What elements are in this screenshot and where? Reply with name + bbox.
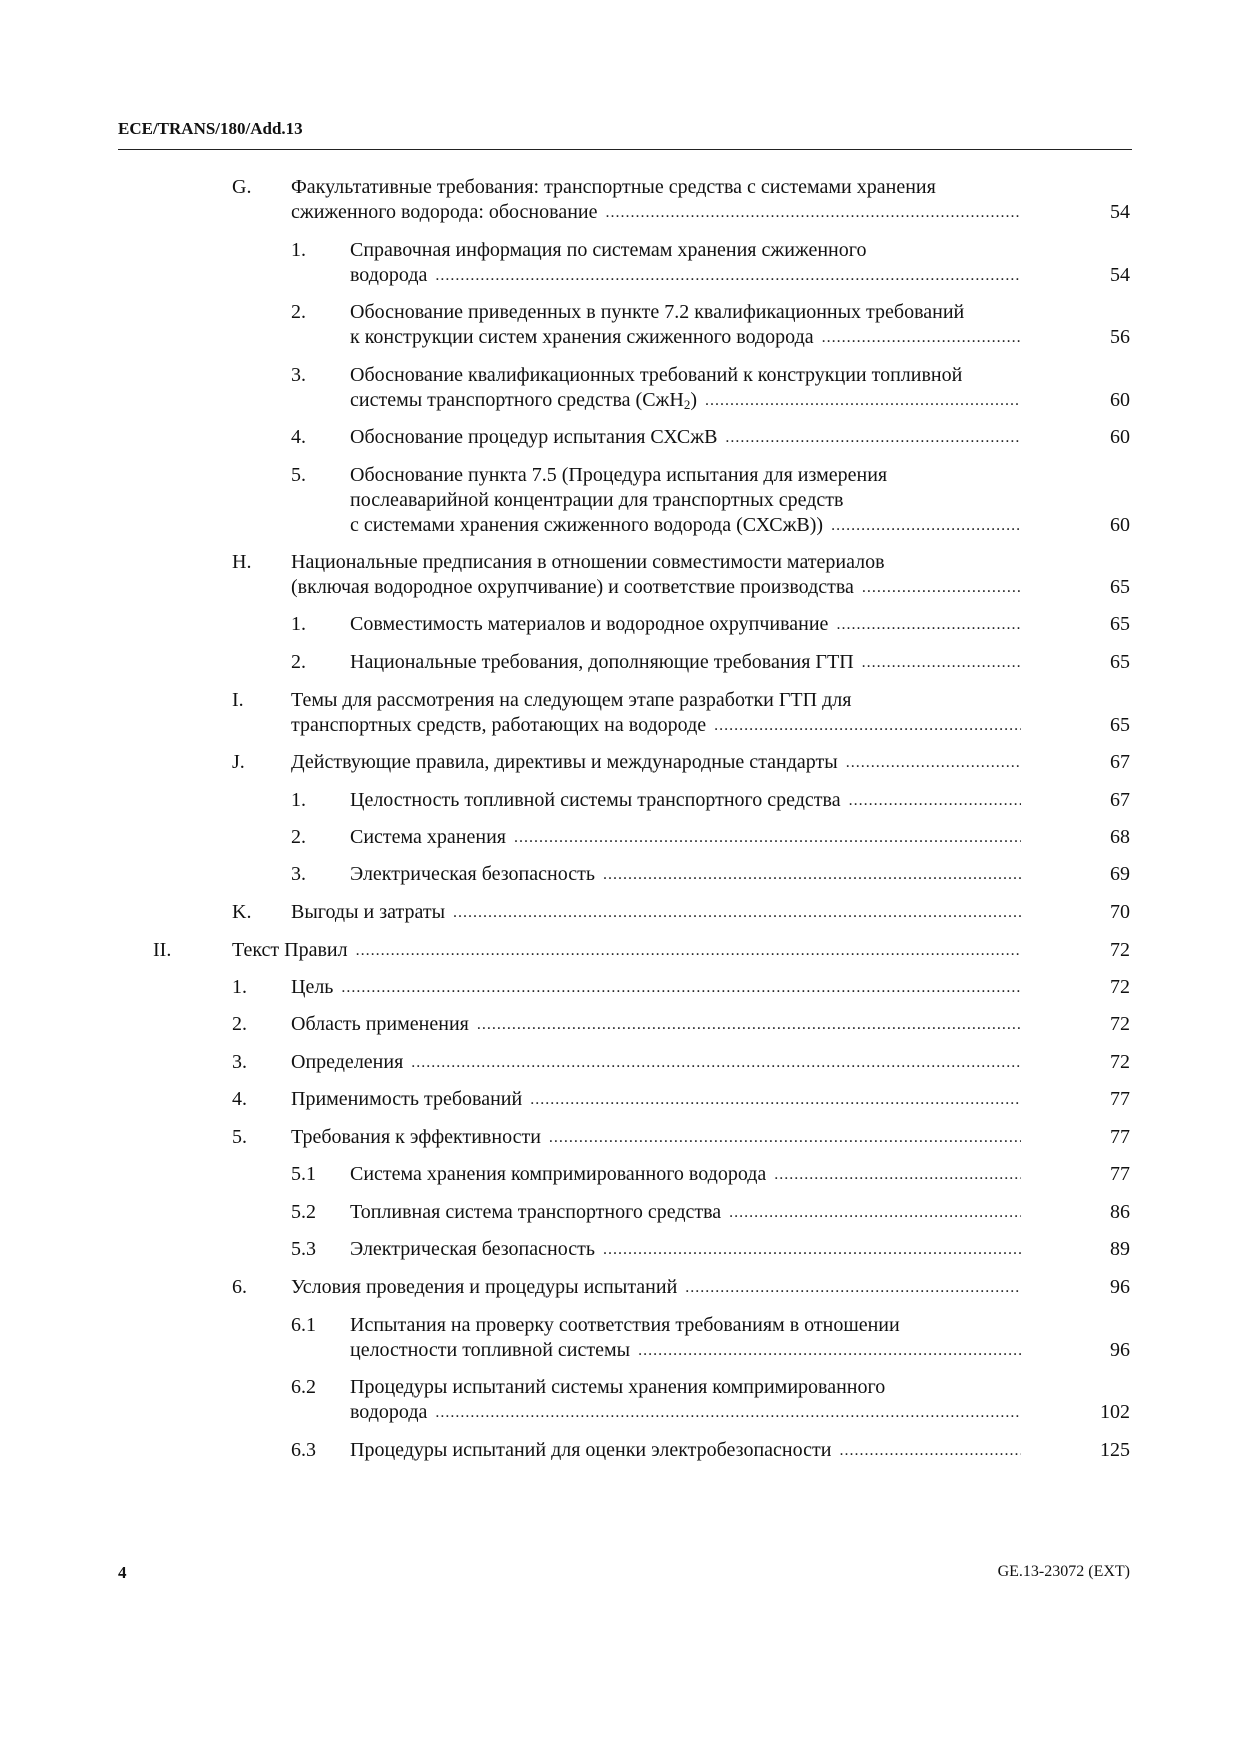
toc-page-number: 77 (1110, 1163, 1130, 1185)
toc-title-line: к конструкции систем хранения сжиженного водорода (350, 326, 814, 348)
dot-leader (846, 750, 1021, 775)
toc-number: 2. (291, 651, 306, 673)
dot-leader (831, 513, 1021, 538)
dot-leader (435, 1400, 1021, 1425)
toc-number: 5. (291, 464, 306, 486)
toc-title-line: Определения (291, 1051, 404, 1073)
toc-title-line: Система хранения компримированного водорода (350, 1163, 767, 1185)
toc-page-number: 89 (1110, 1238, 1130, 1260)
toc-page-number: 54 (1110, 201, 1130, 223)
toc-number: 1. (291, 239, 306, 261)
toc-title-line: системы транспортного средства (СжН$_2$) (350, 389, 697, 412)
toc-title-line: Совместимость материалов и водородное охрупчивание (350, 613, 829, 635)
toc-title-line: Обоснование процедур испытания СХСжВ (350, 426, 718, 448)
toc-number: 4. (291, 426, 306, 448)
toc-number: 6.3 (291, 1439, 316, 1461)
toc-number: 2. (291, 301, 306, 323)
toc-number: 5.3 (291, 1238, 316, 1260)
dot-leader (341, 975, 1021, 1000)
toc-page-number: 65 (1110, 651, 1130, 673)
dot-leader (839, 1438, 1021, 1463)
toc-title-line: Национальные требования, дополняющие требования ГТП (350, 651, 854, 673)
toc-page-number: 72 (1110, 976, 1130, 998)
toc-title-line: Действующие правила, директивы и международные стандарты (291, 751, 838, 773)
toc-page-number: 70 (1110, 901, 1130, 923)
toc-page-number: 67 (1110, 751, 1130, 773)
toc-title-line: послеаварийной концентрации для транспортных средств (350, 489, 844, 511)
toc-page-number: 60 (1110, 426, 1130, 448)
toc-title-line: Условия проведения и процедуры испытаний (291, 1276, 678, 1298)
toc-number: 1. (291, 789, 306, 811)
toc-title-line: (включая водородное охрупчивание) и соответствие производства (291, 576, 854, 598)
toc-page-number: 72 (1110, 1013, 1130, 1035)
toc-page-number: 65 (1110, 613, 1130, 635)
toc-page-number: 60 (1110, 514, 1130, 536)
dot-leader (638, 1338, 1021, 1363)
toc-number: 6.1 (291, 1314, 316, 1336)
toc-title-line: Темы для рассмотрения на следующем этапе разработки ГТП для (291, 689, 852, 711)
dot-leader (714, 713, 1021, 738)
dot-leader (411, 1050, 1021, 1075)
toc-title-line: Область применения (291, 1013, 469, 1035)
dot-leader (605, 200, 1021, 225)
toc-number: 3. (232, 1051, 247, 1073)
toc-title-line: целостности топливной системы (350, 1339, 631, 1361)
toc-title-line: Процедуры испытаний системы хранения компримированного (350, 1376, 886, 1398)
toc-page-number: 68 (1110, 826, 1130, 848)
toc-page-number: 54 (1110, 264, 1130, 286)
dot-leader (603, 862, 1021, 887)
dot-leader (849, 788, 1021, 813)
toc-title-line: Обоснование квалификационных требований к конструкции топливной (350, 364, 963, 386)
toc-title-line: с системами хранения сжиженного водорода (СХСжВ)) (350, 514, 824, 536)
toc-title-line: Испытания на проверку соответствия требованиям в отношении (350, 1314, 900, 1336)
toc-title-line: транспортных средств, работающих на водороде (291, 714, 707, 736)
toc-number: 3. (291, 364, 306, 386)
dot-leader (685, 1275, 1021, 1300)
toc-title-line: Национальные предписания в отношении совместимости материалов (291, 551, 885, 573)
toc-page-number: 96 (1110, 1276, 1130, 1298)
toc-title-line: Цель (291, 976, 334, 998)
dot-leader (705, 388, 1021, 417)
toc-title-line: Целостность топливной системы транспортного средства (350, 789, 841, 811)
dot-leader (729, 1200, 1021, 1225)
toc-number: H. (232, 551, 252, 573)
toc-title-line: Текст Правил (232, 939, 348, 961)
toc-title-line: Электрическая безопасность (350, 1238, 595, 1260)
toc-title-line: сжиженного водорода: обоснование (291, 201, 598, 223)
toc-page-number: 86 (1110, 1201, 1130, 1223)
toc-title-line: водорода (350, 1401, 428, 1423)
toc-number: 5. (232, 1126, 247, 1148)
dot-leader (603, 1237, 1021, 1262)
dot-leader (453, 900, 1021, 925)
toc-title-line: Обоснование пункта 7.5 (Процедура испытания для измерения (350, 464, 888, 486)
dot-leader (822, 325, 1021, 350)
dot-leader (530, 1087, 1021, 1112)
toc-number: 2. (291, 826, 306, 848)
toc-title-line: Система хранения (350, 826, 506, 848)
dot-leader (549, 1125, 1021, 1150)
toc-title-line: Процедуры испытаний для оценки электробезопасности (350, 1439, 832, 1461)
toc-title-line: Факультативные требования: транспортные средства с системами хранения (291, 176, 936, 198)
dot-leader (862, 650, 1021, 675)
toc-title-line: Применимость требований (291, 1088, 523, 1110)
toc-number: 1. (291, 613, 306, 635)
dot-leader (435, 263, 1021, 288)
toc-number: 5.1 (291, 1163, 316, 1185)
toc-title-line: Требования к эффективности (291, 1126, 541, 1148)
toc-number: II. (153, 939, 172, 961)
subscript: 2 (683, 397, 691, 412)
toc-number: 4. (232, 1088, 247, 1110)
toc-number: 1. (232, 976, 247, 998)
toc-page-number: 60 (1110, 389, 1130, 411)
toc-title-line: Справочная информация по системам хранения сжиженного (350, 239, 867, 261)
dot-leader (774, 1162, 1021, 1187)
toc-number: 6.2 (291, 1376, 316, 1398)
toc-page-number: 69 (1110, 863, 1130, 885)
toc-page-number: 77 (1110, 1088, 1130, 1110)
toc-number: 5.2 (291, 1201, 316, 1223)
toc-page-number: 96 (1110, 1339, 1130, 1361)
toc-title-line: Топливная система транспортного средства (350, 1201, 722, 1223)
toc-number: 6. (232, 1276, 247, 1298)
toc-title-line: Обоснование приведенных в пункте 7.2 квалификационных требований (350, 301, 965, 323)
dot-leader (725, 425, 1021, 450)
dot-leader (514, 825, 1021, 850)
toc-page-number: 72 (1110, 1051, 1130, 1073)
toc-page-number: 77 (1110, 1126, 1130, 1148)
toc-page-number: 56 (1110, 326, 1130, 348)
toc-title-line: Электрическая безопасность (350, 863, 595, 885)
toc-number: I. (232, 689, 244, 711)
toc-page-number: 67 (1110, 789, 1130, 811)
dot-leader (477, 1012, 1021, 1037)
toc-number: 3. (291, 863, 306, 885)
toc-title-line: Выгоды и затраты (291, 901, 446, 923)
document-symbol: ECE/TRANS/180/Add.13 (118, 119, 303, 138)
toc-page-number: 72 (1110, 939, 1130, 961)
footer-job-number: GE.13-23072 (EXT) (997, 1563, 1130, 1580)
toc-number: 2. (232, 1013, 247, 1035)
toc-number: G. (232, 176, 252, 198)
footer-page-number: 4 (118, 1563, 127, 1582)
toc-title-line: водорода (350, 264, 428, 286)
dot-leader (862, 575, 1021, 600)
toc-page-number: 65 (1110, 714, 1130, 736)
toc-page-number: 102 (1100, 1401, 1130, 1423)
dot-leader (836, 612, 1021, 637)
dot-leader (356, 938, 1021, 963)
toc-number: K. (232, 901, 252, 923)
toc-page-number: 65 (1110, 576, 1130, 598)
toc-number: J. (232, 751, 245, 773)
toc-page-number: 125 (1100, 1439, 1130, 1461)
